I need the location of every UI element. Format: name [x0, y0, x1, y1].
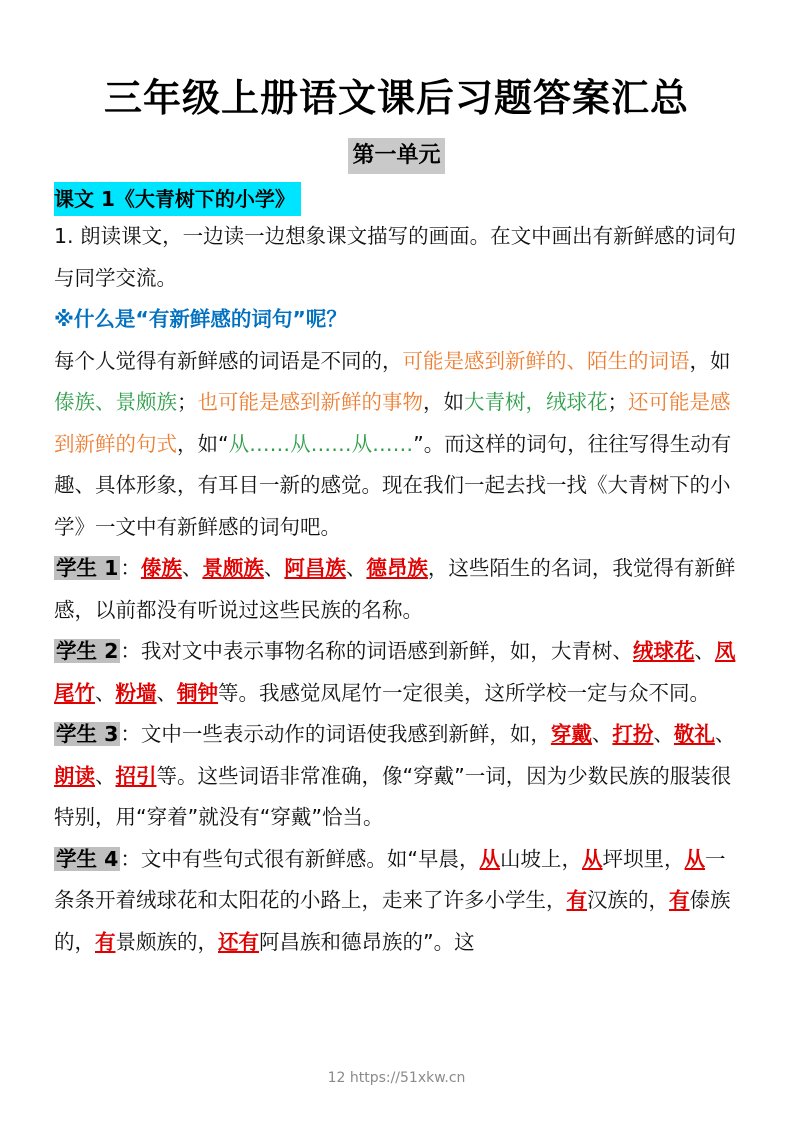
keyword: 有 [95, 929, 116, 954]
student-answer-3 [54, 714, 742, 839]
keyword: 阿昌族 [284, 556, 346, 580]
text-span: 景颇族的， [115, 929, 218, 954]
keyword: 有 [566, 888, 587, 912]
keyword: 从 [582, 846, 603, 871]
keyword: 从 [684, 846, 706, 871]
text-span: 文中一些表示动作的词语使我感到新鲜，如， [140, 722, 551, 746]
text-span: 、 [263, 556, 285, 580]
student-answer-1 [54, 548, 742, 631]
text-span: 等。我感觉凤尾竹一定很美，这所学校一定与众不同。 [218, 680, 710, 705]
text-span: ，如 [689, 348, 731, 373]
text-span: 汉族的， [587, 888, 669, 912]
question-text: 1. 朗读课文，一边读一边想象课文描写的画面。在文中画出有新鲜感的词句与同学交流。 [54, 224, 737, 290]
student-answer-2 [54, 631, 742, 714]
student-answer-4 [54, 839, 742, 964]
text-span: ，这些陌生的名词，我觉得有新鲜感，以前都没有听说过这些民族的名称。 [54, 556, 736, 622]
keyword: 德昂族 [366, 556, 428, 580]
text-span: 、 [345, 556, 367, 580]
highlight-green: 从……从……从…… [228, 431, 414, 456]
highlight-orange: 可能是感到新鲜的、陌生的词语 [402, 348, 690, 373]
text-span: ； [607, 390, 628, 414]
page-title: 三年级上册语文课后习题答案汇总 [103, 76, 689, 120]
text-span: 阿昌族和德昂族的”。这 [259, 929, 475, 954]
text-span: ： [120, 722, 141, 746]
student-label: 学生 1 [56, 556, 119, 580]
text-span: 一条条开着绒球花和太阳花的小路上，走来了许多小学生， [54, 846, 726, 912]
highlight-orange: 还可能是感到新鲜的句式 [54, 390, 731, 456]
text-span: 坪坝里， [602, 846, 685, 871]
text-span: 山坡上， [500, 846, 583, 871]
keyword: 敬礼 [673, 722, 715, 746]
text-span: 、 [694, 639, 715, 663]
keyword: 傣族 [140, 556, 182, 580]
keyword: 穿戴 [550, 722, 592, 746]
page-footer: 12 https://51xkw.cn [327, 1070, 466, 1086]
text-span: 、 [591, 722, 613, 746]
keyword: 凤尾竹 [54, 639, 736, 705]
text-span: ，如 [423, 390, 464, 414]
student-label: 学生 3 [56, 722, 119, 746]
explanation-paragraph [54, 341, 742, 549]
student-label: 学生 4 [56, 846, 119, 871]
text-span: ； [177, 390, 198, 414]
text-span: 傣族的， [54, 888, 731, 954]
text-span: 文中有些句式很有新鲜感。如“早晨， [140, 846, 480, 871]
keyword: 招引 [115, 763, 157, 788]
text-span: 等。这些词语非常准确，像“穿戴”一词，因为少数民族的服装很特别，用“穿着”就没有“穿戴”恰当。 [54, 763, 732, 829]
keyword: 从 [479, 846, 501, 871]
text-span: 、 [181, 556, 203, 580]
keyword: 还有 [218, 929, 259, 954]
keyword: 粉墙 [115, 680, 157, 705]
keyword: 绒球花 [632, 639, 695, 663]
highlight-green: 傣族、景颇族 [54, 390, 177, 414]
student-label: 学生 2 [56, 639, 119, 663]
text-span: 、 [95, 680, 116, 705]
unit-heading: 第一单元 [348, 138, 444, 174]
lesson-heading: 课文 1《大青树下的小学》 [54, 182, 301, 216]
text-span: 、 [714, 722, 736, 746]
text-span: 每个人觉得有新鲜感的词语是不同的， [54, 348, 403, 373]
text-span: ： [120, 639, 141, 663]
text-span: ： [120, 846, 141, 871]
text-span: ”。而这样的词句，往往写得生动有趣、具体形象，有耳目一新的感觉。现在我们一起去找一找《大青树下的小学》一文中有新鲜感的词句吧。 [54, 431, 732, 539]
text-span: 、 [95, 763, 116, 788]
text-span: 我对文中表示事物名称的词语感到新鲜，如，大青树、 [140, 639, 633, 663]
text-span: 、 [653, 722, 674, 746]
keyword: 打扮 [612, 722, 654, 746]
highlight-orange: 也可能是感到新鲜的事物 [197, 390, 423, 414]
highlight-green: 大青树，绒球花 [464, 390, 608, 414]
keyword: 景颇族 [202, 556, 264, 580]
text-span: ，如“ [177, 431, 229, 456]
text-span: 、 [156, 680, 177, 705]
keyword: 有 [669, 888, 690, 912]
text-span: ： [120, 556, 141, 580]
document-body [54, 182, 742, 963]
subheading: ※什么是“有新鲜感的词句”呢？ [54, 307, 347, 331]
keyword: 朗读 [54, 763, 95, 788]
keyword: 铜钟 [177, 680, 218, 705]
